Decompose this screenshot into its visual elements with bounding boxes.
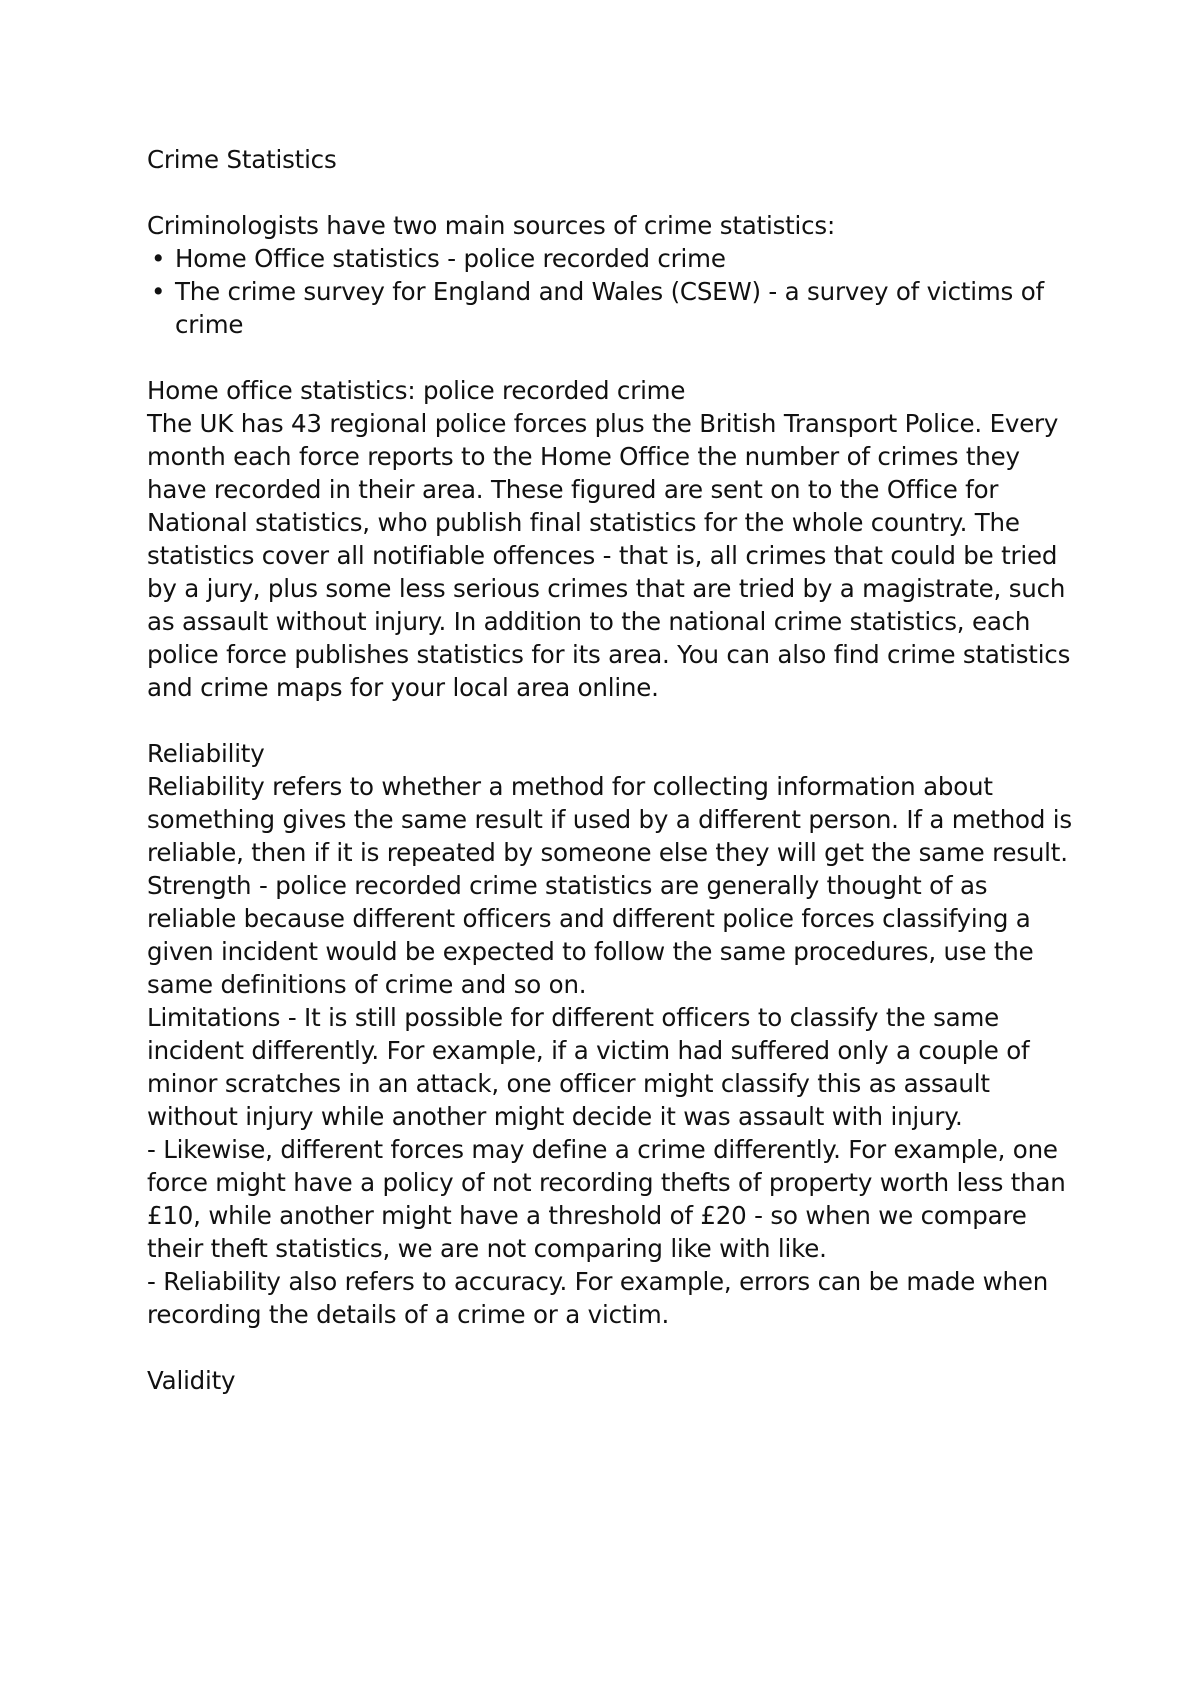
bullet-icon: • xyxy=(151,244,166,273)
home-office-body: The UK has 43 regional police forces plus the British Transport Police. Every month each force reports to the Home Office the number of crimes they have recorded in their area. These figured are sent on to the Office for National statistics, who publish final statistics for the whole country. The statistics cover all notifiable offences - that is, all crimes that could be tried by a jury, plus some less serious crimes that are tried by a magistrate, such as assault without injury. In addition to the national crime statistics, each police force publishes statistics for its area. You can also find crime statistics and crime maps for your local area online. xyxy=(147,409,1071,702)
spacer xyxy=(147,176,1140,209)
document-title: Crime Statistics xyxy=(147,145,337,174)
spacer xyxy=(147,704,1140,737)
list-item xyxy=(147,242,1140,275)
intro-text: Criminologists have two main sources of crime statistics: xyxy=(147,211,836,240)
section-heading-validity: Validity xyxy=(147,1366,236,1395)
reliability-definition: Reliability refers to whether a method for collecting information about something gives the same result if used by a different person. If a method is reliable, then if it is repeated by someone else they will get the same result. xyxy=(147,772,1072,867)
reliability-limitations: Limitations - It is still possible for different officers to classify the same incident differently. For example, if a victim had suffered only a couple of minor scratches in an attack, one officer might classify this as assault without injury while another might decide it was assault with injury. xyxy=(147,1003,1030,1131)
list-item xyxy=(147,275,1055,341)
section-heading-home-office: Home office statistics: police recorded crime xyxy=(147,376,686,405)
section-heading-reliability: Reliability xyxy=(147,739,265,768)
reliability-strength: Strength - police recorded crime statistics are generally thought of as reliable because different officers and different police forces classifying a given incident would be expected to follow the same procedures, use the same definitions of crime and so on. xyxy=(147,871,1034,999)
spacer xyxy=(147,1331,1140,1364)
spacer xyxy=(147,341,1140,374)
list-item-text: The crime survey for England and Wales (CSEW) - a survey of victims of crime xyxy=(175,277,1044,339)
list-item-text: Home Office statistics - police recorded crime xyxy=(175,244,726,273)
reliability-accuracy: - Reliability also refers to accuracy. For example, errors can be made when recording the details of a crime or a victim. xyxy=(147,1267,1049,1329)
bullet-icon: • xyxy=(151,277,166,306)
reliability-likewise: - Likewise, different forces may define a crime differently. For example, one force might have a policy of not recording thefts of property worth less than £10, while another might have a threshold of £20 - so when we compare their theft statistics, we are not comparing like with like. xyxy=(147,1135,1066,1263)
sources-list xyxy=(147,242,1140,341)
